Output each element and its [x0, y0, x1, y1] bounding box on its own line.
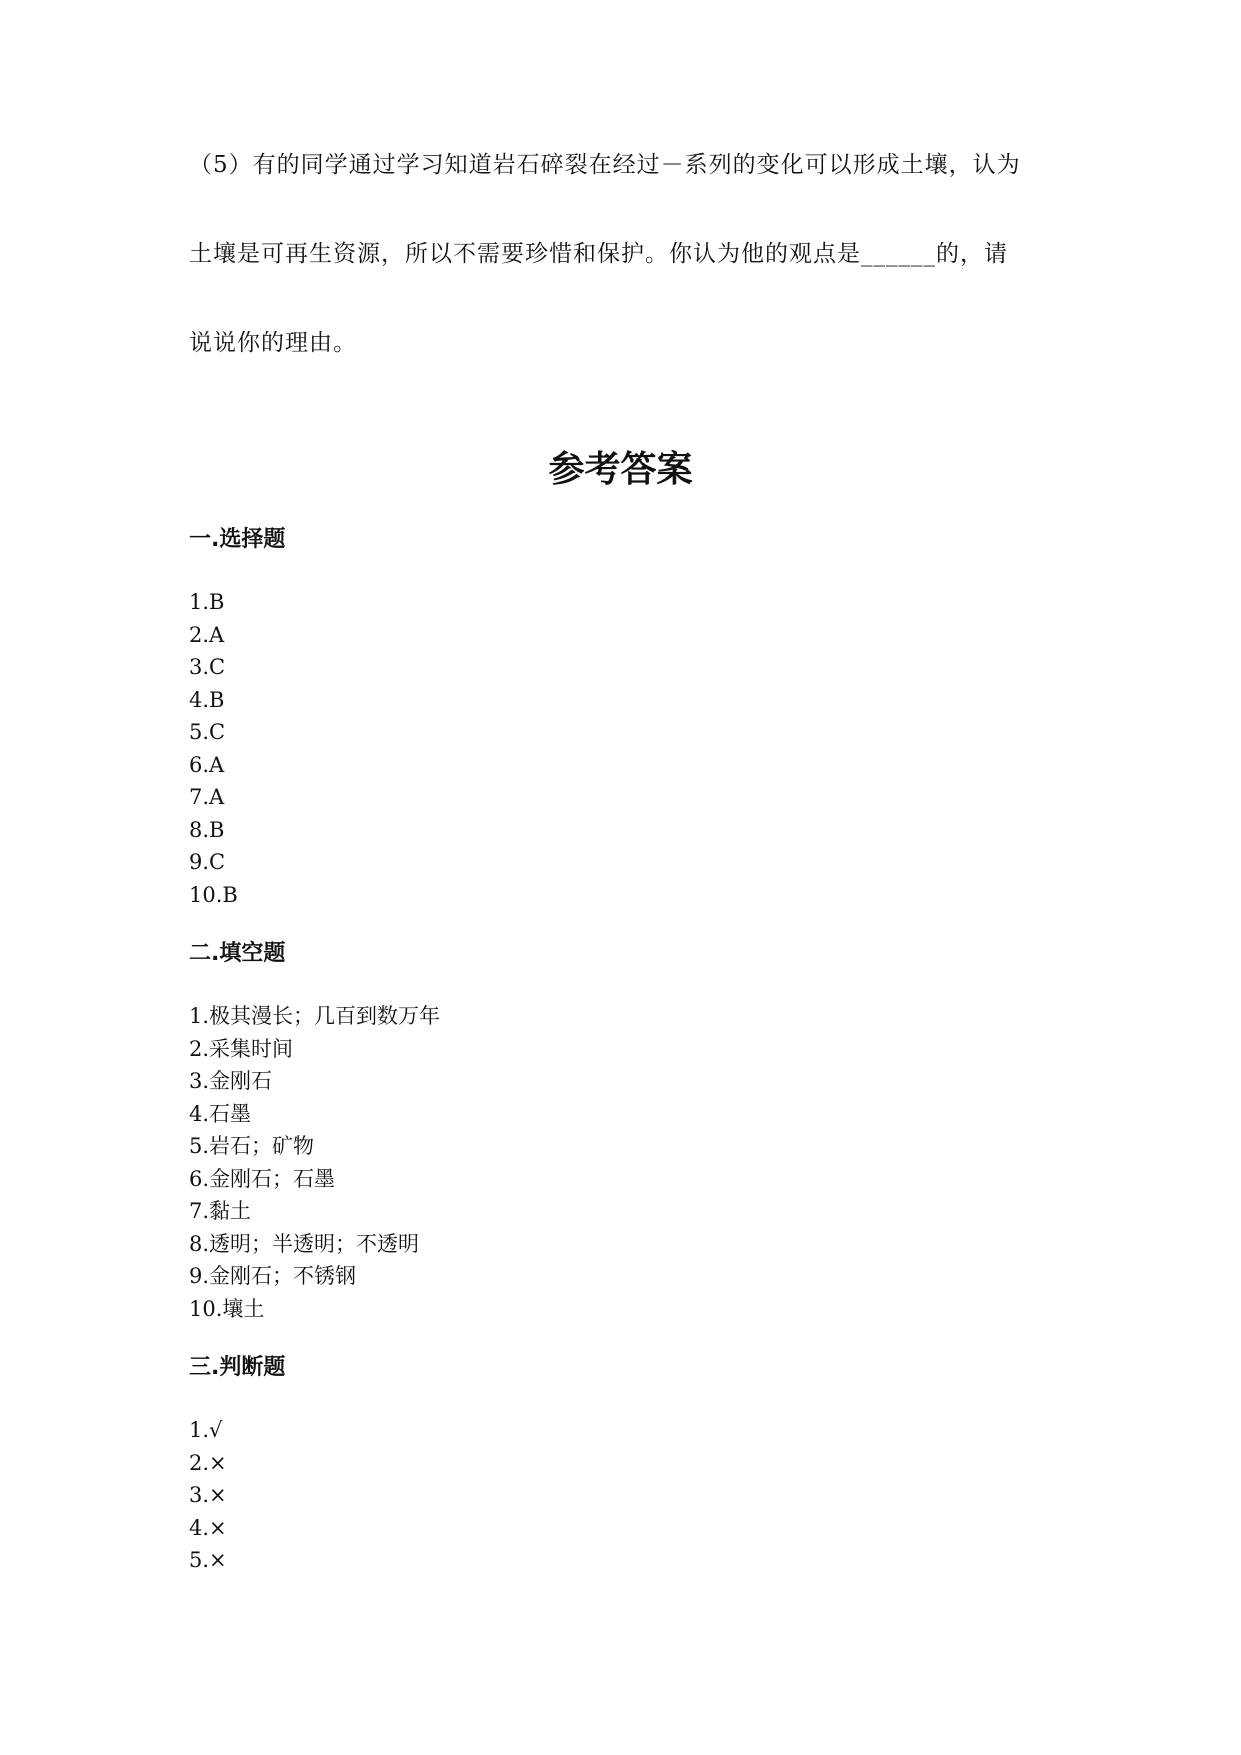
item-answer: ×: [209, 1515, 227, 1540]
item-number: 8.: [189, 817, 210, 842]
list-item: [189, 586, 238, 619]
item-number: 5.: [189, 720, 210, 744]
list-item: [189, 1195, 440, 1228]
item-answer: 采集时间: [209, 1036, 294, 1061]
item-answer: ×: [209, 1483, 227, 1507]
item-number: 5.: [189, 1548, 210, 1572]
list-item: [189, 1130, 440, 1163]
item-number: 7.: [189, 785, 210, 809]
list-item: [189, 1414, 227, 1447]
list-item: [189, 716, 238, 749]
item-number: 2.: [189, 622, 210, 647]
item-number: 10.: [189, 1296, 223, 1321]
item-number: 9.: [189, 1264, 210, 1288]
item-number: 5.: [189, 1134, 210, 1158]
fill-answer-list: [189, 1000, 440, 1325]
list-item: [189, 1512, 227, 1545]
item-answer: 金刚石: [209, 1069, 273, 1093]
item-number: 1.: [189, 1418, 210, 1442]
question-line-1: （5）有的同学通过学习知道岩石碎裂在经过－系列的变化可以形成土壤，认为: [189, 152, 1021, 178]
list-item: [189, 1065, 440, 1098]
list-item: [189, 1293, 440, 1326]
list-item: [189, 1447, 227, 1480]
question-line-2: 土壤是可再生资源，所以不需要珍惜和保护。你认为他的观点是______的，请: [189, 241, 1008, 267]
item-answer: ×: [209, 1548, 227, 1572]
item-number: 9.: [189, 850, 210, 874]
item-answer: C: [209, 850, 226, 874]
item-number: 4.: [189, 1515, 210, 1540]
list-item: [189, 1260, 440, 1293]
choice-answer-list: [189, 586, 238, 911]
item-number: 3.: [189, 1069, 210, 1093]
item-answer: A: [209, 752, 225, 777]
item-answer: A: [209, 785, 225, 809]
item-answer: 岩石；矿物: [209, 1134, 315, 1158]
item-answer: 石墨: [209, 1101, 252, 1126]
section-heading-choice: 一.选择题: [189, 527, 286, 552]
item-number: 7.: [189, 1199, 210, 1223]
item-number: 2.: [189, 1450, 210, 1475]
item-answer: B: [209, 590, 225, 614]
item-number: 6.: [189, 752, 210, 777]
item-number: 8.: [189, 1231, 210, 1256]
item-number: 4.: [189, 687, 210, 712]
item-number: 10.: [189, 882, 223, 907]
section-heading-fill: 二.填空题: [189, 941, 286, 966]
list-item: [189, 684, 238, 717]
item-number: 3.: [189, 655, 210, 679]
item-answer: 壤土: [222, 1296, 265, 1321]
list-item: [189, 1033, 440, 1066]
item-answer: B: [222, 882, 238, 907]
list-item: [189, 1098, 440, 1131]
item-answer: C: [209, 655, 226, 679]
list-item: [189, 1544, 227, 1577]
list-item: [189, 1000, 440, 1033]
item-number: 6.: [189, 1166, 210, 1191]
item-answer: √: [209, 1418, 223, 1442]
list-item: [189, 651, 238, 684]
list-item: [189, 749, 238, 782]
question-line-3: 说说你的理由。: [189, 330, 357, 356]
item-answer: 极其漫长；几百到数万年: [209, 1004, 441, 1028]
answer-title: 参考答案: [548, 449, 693, 490]
list-item: [189, 1163, 440, 1196]
item-answer: C: [209, 720, 226, 744]
list-item: [189, 781, 238, 814]
item-answer: A: [209, 622, 225, 647]
item-answer: 金刚石；石墨: [209, 1166, 336, 1191]
item-number: 4.: [189, 1101, 210, 1126]
list-item: [189, 879, 238, 912]
list-item: [189, 1479, 227, 1512]
list-item: [189, 846, 238, 879]
item-number: 3.: [189, 1483, 210, 1507]
item-answer: B: [209, 687, 225, 712]
item-number: 1.: [189, 1004, 210, 1028]
section-heading-judge: 三.判断题: [189, 1355, 286, 1380]
item-answer: B: [209, 817, 225, 842]
item-answer: 透明；半透明；不透明: [209, 1231, 420, 1256]
list-item: [189, 619, 238, 652]
item-number: 2.: [189, 1036, 210, 1061]
judge-answer-list: [189, 1414, 227, 1577]
list-item: [189, 814, 238, 847]
item-answer: 黏土: [209, 1199, 252, 1223]
list-item: [189, 1228, 440, 1261]
item-answer: 金刚石；不锈钢: [209, 1264, 357, 1288]
item-answer: ×: [209, 1450, 227, 1475]
item-number: 1.: [189, 590, 210, 614]
